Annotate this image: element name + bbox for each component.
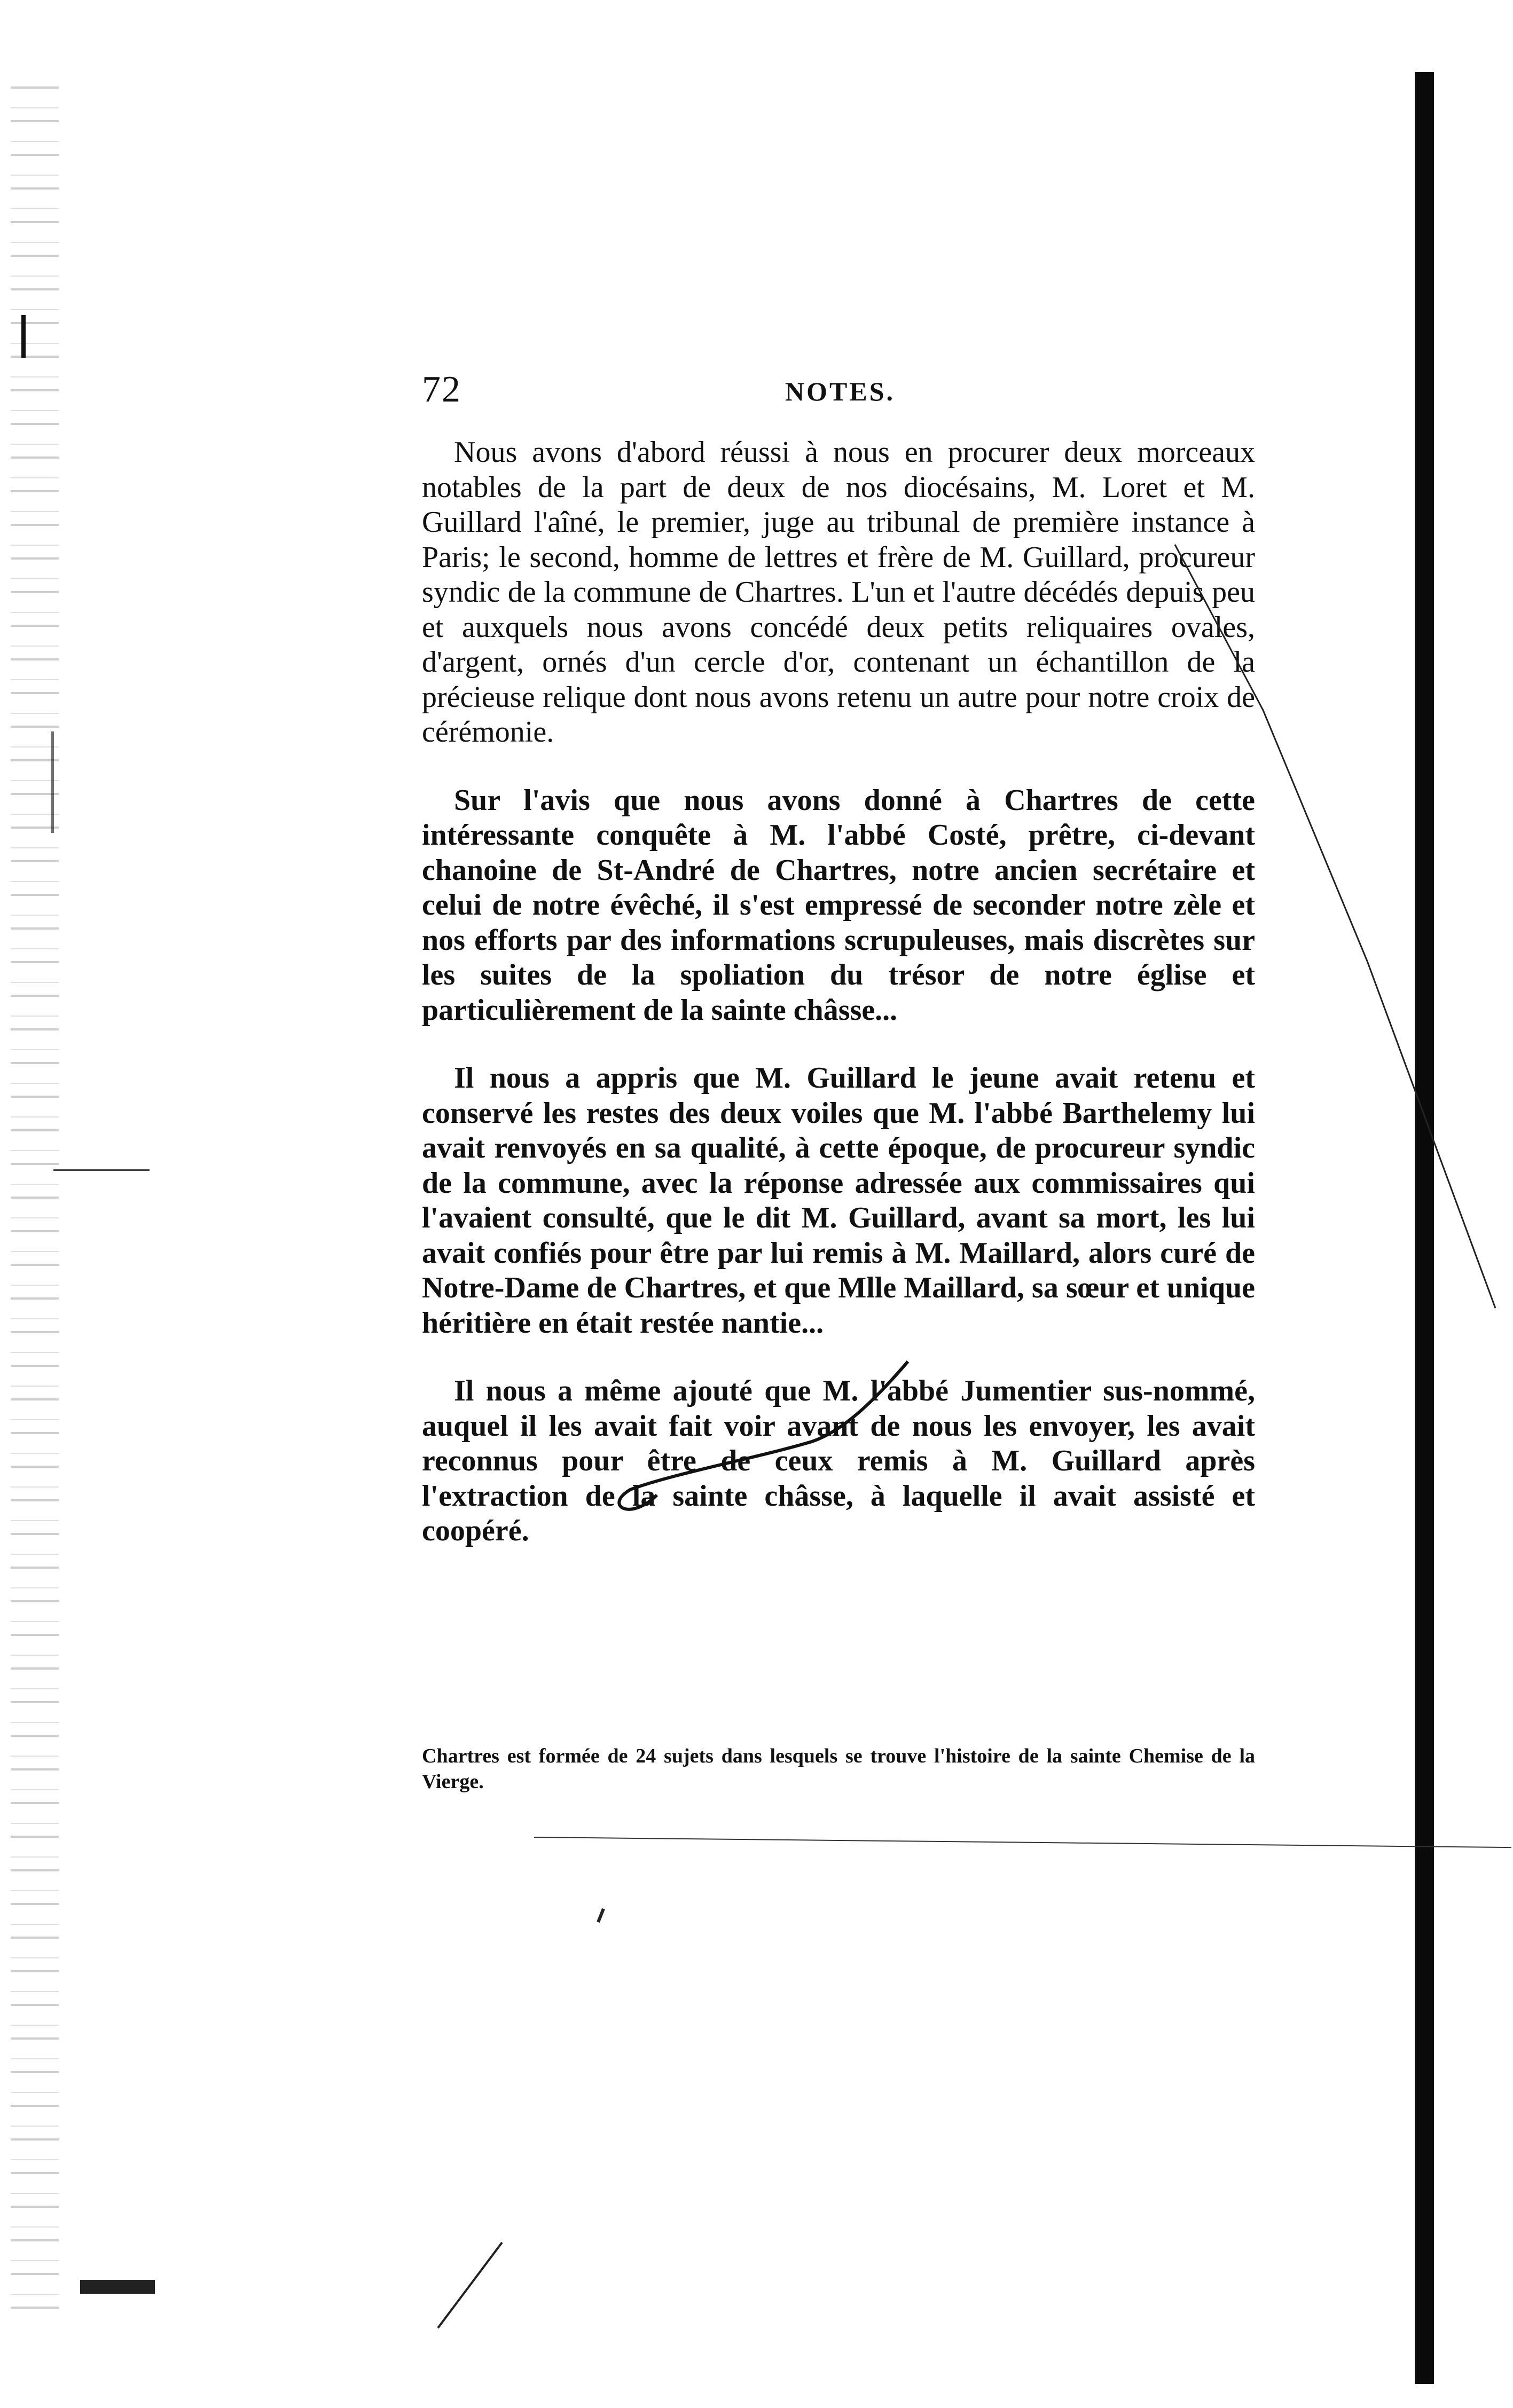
binding-bar [1415, 72, 1434, 2384]
footnote-rule [534, 1837, 1511, 1848]
scan-left-edge [11, 75, 59, 2317]
paragraph: Il nous a même ajouté que M. l'abbé Jumentier sus-nommé, auquel il les avait fait voir avant de nous les envoyer, les avait reconnus pour être de ceux remis à M. Guillard après l'extraction de la sainte châsse, à laquelle il avait assisté et coopéré. [422, 1374, 1255, 1547]
paragraph: Il nous a appris que M. Guillard le jeune avait retenu et conservé les restes des deux voiles que M. l'abbé Barthelemy lui avait renvoyés en sa qualité, à cette époque, de procureur syndic de la commune, avec la réponse adressée aux commissaires qui l'avaient consulté, que le dit M. Guillard, avant sa mort, les lui avait confiés pour être par lui remis à M. Maillard, alors curé de Notre-Dame de Chartres, et que Mlle Maillard, sa sœur et unique héritière en était restée nantie... [422, 1061, 1255, 1340]
scan-block [80, 2280, 155, 2294]
page-header [422, 368, 1303, 416]
page-number: 72 [422, 369, 461, 410]
paragraph: Nous avons d'abord réussi à nous en procurer deux morceaux notables de la part de deux de nos diocésains, M. Loret et M. Guillard l'aîné, le premier, juge au tribunal de première instance à Paris; le second, homme de lettres et frère de M. Guillard, procureur syndic de la commune de Chartres. L'un et l'autre décédés depuis peu et auxquels nous avons concédé deux petits reliquaires ovales, d'argent, ornés d'un cercle d'or, contenant un échantillon de la précieuse relique dont nous avons retenu un autre pour notre croix de cérémonie. [422, 436, 1255, 749]
scan-mark [53, 1169, 150, 1171]
footnote: Chartres est formée de 24 sujets dans lesquels se trouve l'histoire de la sainte Chemise de la Vierge. [422, 1745, 1255, 1793]
paragraph: Sur l'avis que nous avons donné à Chartres de cette intéressante conquête à M. l'abbé Costé, prêtre, ci-devant chanoine de St-André de Chartres, notre ancien secrétaire et celui de notre évêché, il s'est empressé de seconder notre zèle et nos efforts par des informations scrupuleuses, mais discrètes sur les suites de la spoliation du trésor de notre église et particulièrement de la sainte châsse... [422, 783, 1255, 1027]
body-text [422, 435, 1255, 1582]
scan-mark [21, 315, 26, 358]
scan-mark [51, 731, 54, 833]
running-head: NOTES. [785, 376, 896, 406]
